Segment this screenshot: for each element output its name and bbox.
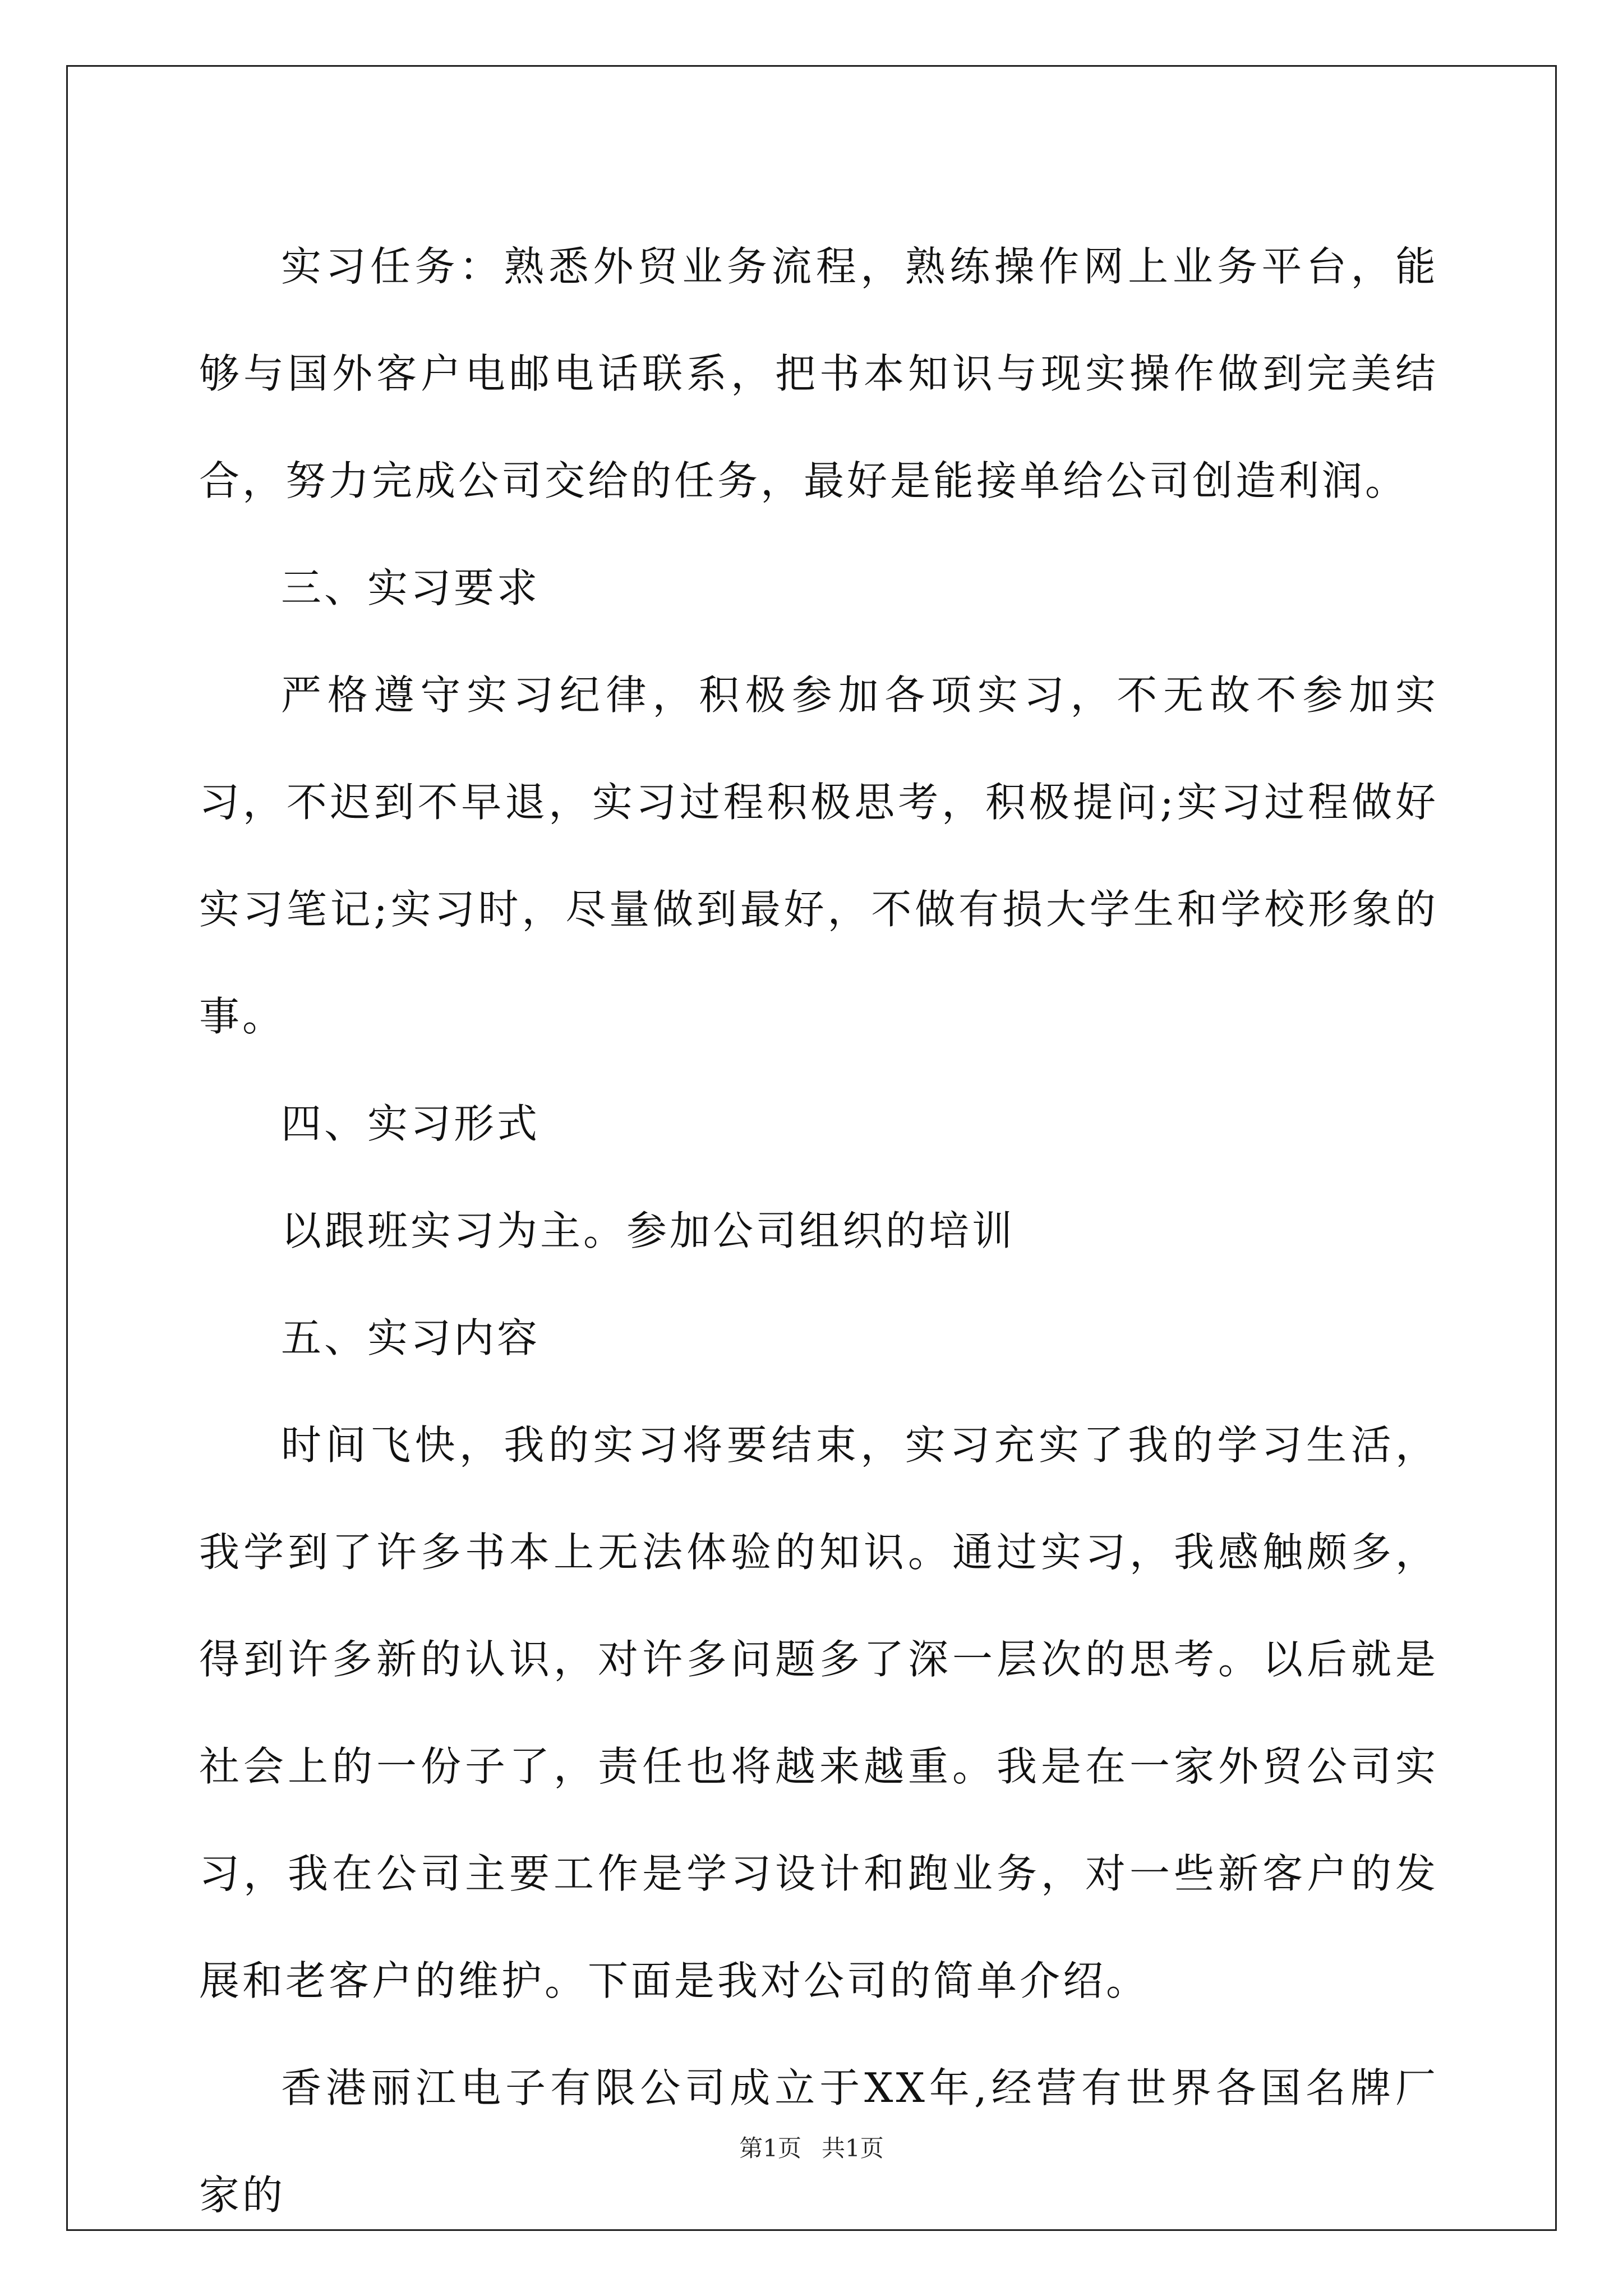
section-heading-content: 五、实习内容 (281, 1314, 541, 1361)
paragraph-internship-tasks: 实习任务：熟悉外贸业务流程，熟练操作网上业务平台，能够与国外客户电邮电话联系，把书本知识与现实操作做到完美结合，努力完成公司交给的任务，最好是能接单给公司创造利润。 (199, 243, 1438, 504)
section-heading-form: 四、实习形式 (281, 1100, 541, 1147)
paragraph-requirements: 严格遵守实习纪律，积极参加各项实习，不无故不参加实习，不迟到不早退，实习过程积极思考，积极提问;实习过程做好实习笔记;实习时，尽量做到最好，不做有损大学生和学校形象的事。 (199, 671, 1438, 1040)
paragraph-form: 以跟班实习为主。参加公司组织的培训 (281, 1207, 1016, 1254)
document-body (199, 213, 1438, 2249)
page-footer (0, 2132, 1623, 2165)
paragraph-content: 时间飞快，我的实习将要结束，实习充实了我的学习生活，我学到了许多书本上无法体验的知识。通过实习，我感触颇多，得到许多新的认识，对许多问题多了深一层次的思考。以后就是社会上的一份子了，责任也将越来越重。我是在一家外贸公司实习，我在公司主要工作是学习设计和跑业务，对一些新客户的发展和老客户的维护。下面是我对公司的简单介绍。 (199, 1421, 1438, 2004)
paragraph-company-intro: 香港丽江电子有限公司成立于XX年,经营有世界各国名牌厂家的 (199, 2064, 1438, 2219)
page-number-total: 共1页 (822, 2134, 884, 2162)
section-heading-requirements: 三、实习要求 (281, 564, 541, 611)
page-number-current: 第1页 (739, 2134, 801, 2162)
